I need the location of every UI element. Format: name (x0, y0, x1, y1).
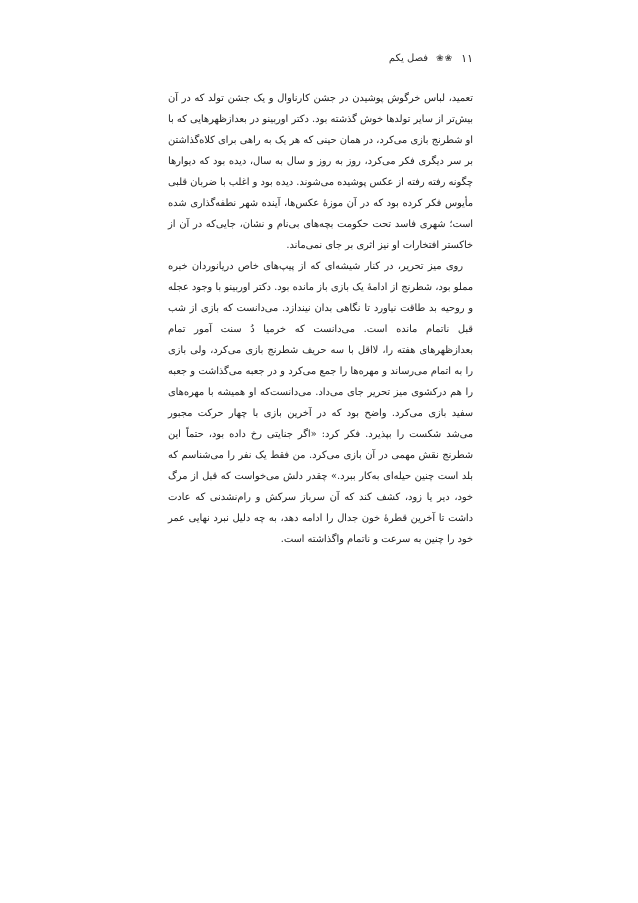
chapter-title: فصل یکم (388, 53, 429, 64)
page-number: ١١ (461, 52, 473, 65)
paragraph: روی میز تحریر، در کنار شیشه‌ای که از پیپ‌های خاص دریانوردان خبره مملو بود، شطرنج از ادامهٔ یک بازی باز مانده بود. دکتر اوربینو با وجود عجله و روحیه بد طاقت نیاورد تا نگاهی بدان نیندازد. می‌دانست که بازی از شب قبل ناتمام مانده است. می‌دانست که خرمیا دُ سنت آمور تمام بعدازظهرهای هفته را، لااقل با سه حریف شطرنج بازی می‌کرد، ولی بازی را به اتمام می‌رساند و مهره‌ها را جمع می‌کرد و در جعبه می‌گذاشت و جعبه را هم درکشوی میز تحریر جای می‌داد. می‌دانست‌که او همیشه با مهره‌های سفید بازی می‌کرد. واضح بود که در آخرین بازی با چهار حرکت مجبور می‌شد شکست را بپذیرد. فکر کرد: «اگر جنایتی رخ داده بود، حتماً این شطرنج نقش مهمی در آن بازی می‌کرد. من فقط یک نفر را می‌شناسم که بلد است چنین حیله‌ای به‌کار ببرد.» چقدر دلش می‌خواست که قبل از مرگ خود، دیر یا زود، کشف کند که آن سرباز سرکش و رام‌نشدنی که عادت داشت تا آخرین قطرهٔ خون جدال را ادامه دهد، به چه دلیل نبرد نهایی عمر خود را چنین به سرعت و ناتمام واگذاشته است. (168, 261, 473, 545)
running-header (389, 52, 473, 65)
paragraph: تعمید، لباس خرگوش پوشیدن در جشن کارناوال و یک جشن تولد که در آن بیش‌تر از سایر تولدها خوش گذشته بود. دکتر اوربینو در بعدازظهرهایی که با او شطرنج بازی می‌کرد، در همان حینی که هر یک به راهی برای کلاه‌گذاشتن بر سر دیگری فکر می‌کرد، روز به روز و سال به سال، دیده بود که دیوارها چگونه رفته رفته از عکس پوشیده می‌شوند. دیده بود و اغلب با ضربان قلبی مأیوس فکر کرده بود که در آن موزهٔ عکس‌ها، آینده شهر نطفه‌گذاری شده است؛ شهری فاسد تحت حکومت بچه‌های بی‌نام و نشان، جایی‌که در آن از خاکستر افتخارات او نیز اثری بر جای نمی‌ماند. (168, 93, 473, 251)
ornament-icon: ❀❀ (436, 53, 454, 64)
body-text (168, 88, 473, 550)
